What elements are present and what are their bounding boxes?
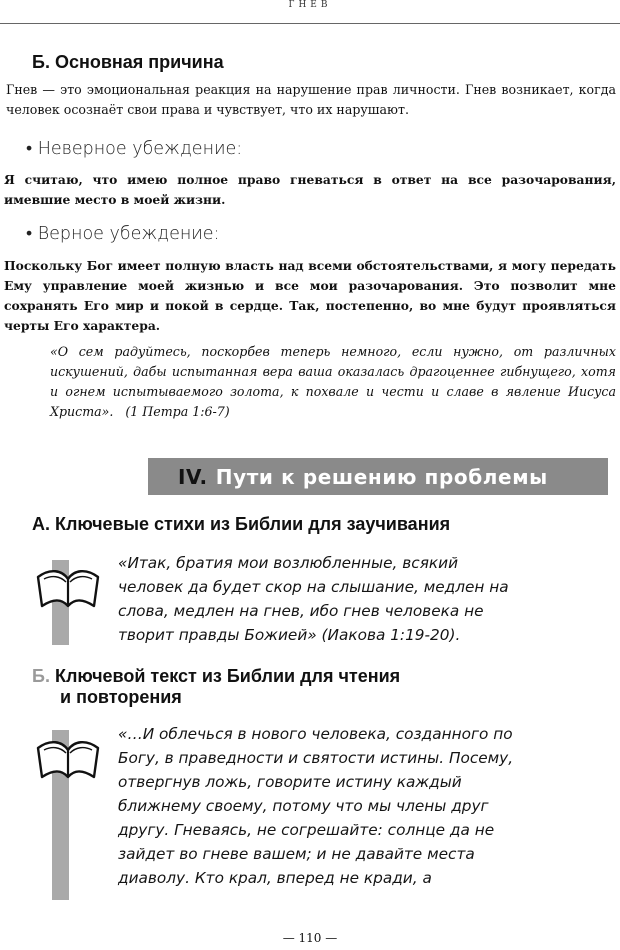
section-b-body: Гнев — это эмоциональная реакция на нарушение прав личности. Гнев возникает, когда человек осознаёт свои права и чувствует, что их нарушают. (6, 82, 616, 117)
section-a-verse: «Итак, братия мои возлюбленные, всякий человек да будет скор на слышание, медлен на слова, медлен на гнев, ибо гнев человека не творит правды Божией» (Иакова 1:19-20). (118, 554, 509, 644)
section-iv-title: Пути к решению проблемы (215, 464, 548, 489)
section-b2-heading-line1: Ключевой текст из Библии для чтения (54, 666, 401, 686)
section-b2-letter: Б. (32, 666, 50, 686)
scripture-quote-text: «О сем радуйтесь, поскорбев теперь немного, если нужно, от различных искушений, дабы испытанная вера ваша оказалась драгоценнее гибнущего, хотя и огнем испытываемого золота, к похвале и чести и славе в явление Иисуса Христа». (50, 344, 616, 419)
section-b-heading: Б. Основная причина (32, 52, 224, 72)
running-head: ГНЕВ (288, 0, 332, 10)
section-iv-banner (148, 458, 608, 495)
section-iv-number: IV. (178, 464, 208, 489)
section-b2-verse: «…И облечься в нового человека, созданного по Богу, в праведности и святости истины. Посему, отвергнув ложь, говорите истину каждый ближнему своему, потому что мы члены друг другу. Гневаясь, не согрешайте: солнце да не зайдет во гневе вашем; и не давайте места диаволу. Кто крал, вперед не кради, а (118, 725, 514, 887)
scripture-quote-ref: (1 Петра 1:6-7) (125, 404, 230, 419)
page-number: — 110 — (282, 931, 338, 945)
right-belief-label: • Верное убеждение: (26, 224, 220, 244)
scripture-quote (50, 342, 616, 422)
right-belief-text: Поскольку Бог имеет полную власть над всеми обстоятельствами, я могу передать Ему управление моей жизнью и все мои разочарования. Это позволит мне сохранять Его мир и покой в сердце. Так, постепенно, во мне будут проявляться черты Его характера. (4, 258, 616, 333)
header-rule (0, 23, 620, 24)
open-book-icon (34, 566, 102, 610)
section-a-heading: А. Ключевые стихи из Библии для заучивания (32, 514, 451, 534)
section-b2-heading (32, 666, 400, 708)
wrong-belief-text: Я считаю, что имею полное право гневаться в ответ на все разочарования, имевшие место в моей жизни. (4, 172, 616, 207)
section-b2-heading-line2: и повторения (60, 687, 182, 707)
open-book-icon (34, 737, 102, 781)
wrong-belief-label: • Неверное убеждение: (26, 139, 243, 159)
